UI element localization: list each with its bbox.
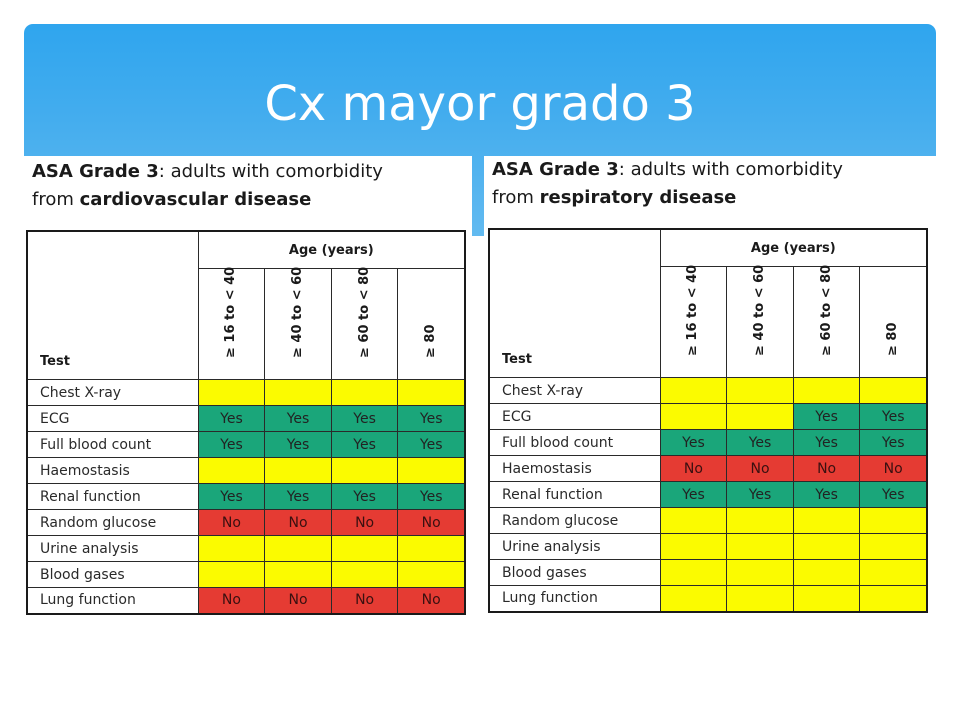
recommendation-cell bbox=[398, 458, 465, 484]
test-row bbox=[489, 508, 927, 534]
heading-from: from bbox=[32, 189, 80, 210]
respiratory-heading bbox=[492, 156, 843, 212]
test-name: Renal function bbox=[27, 484, 198, 510]
test-row bbox=[27, 536, 465, 562]
recommendation-cell bbox=[793, 534, 860, 560]
test-row bbox=[489, 430, 927, 456]
heading-text: : adults with comorbidity bbox=[158, 161, 383, 182]
recommendation-cell bbox=[793, 586, 860, 612]
test-name: Full blood count bbox=[27, 432, 198, 458]
recommendation-cell bbox=[793, 560, 860, 586]
recommendation-cell: No bbox=[265, 588, 332, 614]
test-row bbox=[489, 456, 927, 482]
test-name: Haemostasis bbox=[489, 456, 660, 482]
test-name: ECG bbox=[489, 404, 660, 430]
recommendation-cell bbox=[198, 536, 265, 562]
age-group-label: ≥ 16 to < 40 bbox=[223, 266, 239, 358]
recommendation-cell: Yes bbox=[198, 406, 265, 432]
recommendation-cell bbox=[198, 380, 265, 406]
recommendation-cell: No bbox=[860, 456, 927, 482]
recommendation-cell bbox=[860, 378, 927, 404]
recommendation-cell bbox=[660, 534, 727, 560]
cardiovascular-table bbox=[26, 230, 466, 615]
age-group-label: ≥ 40 to < 60 bbox=[752, 264, 768, 356]
recommendation-cell bbox=[727, 560, 794, 586]
recommendation-cell: Yes bbox=[265, 432, 332, 458]
recommendation-cell: Yes bbox=[331, 432, 398, 458]
recommendation-cell bbox=[860, 508, 927, 534]
test-row bbox=[489, 534, 927, 560]
age-group-label: ≥ 60 to < 80 bbox=[356, 266, 372, 358]
recommendation-cell: Yes bbox=[265, 484, 332, 510]
recommendation-cell: No bbox=[727, 456, 794, 482]
recommendation-cell bbox=[331, 458, 398, 484]
recommendation-cell: Yes bbox=[198, 484, 265, 510]
recommendation-cell bbox=[660, 586, 727, 612]
recommendation-cell bbox=[860, 560, 927, 586]
recommendation-cell: No bbox=[398, 588, 465, 614]
age-group-header bbox=[198, 266, 265, 380]
age-group-label: ≥ 80 bbox=[885, 322, 901, 356]
recommendation-cell bbox=[198, 458, 265, 484]
age-group-header bbox=[860, 267, 927, 378]
recommendation-cell: Yes bbox=[398, 432, 465, 458]
recommendation-cell: Yes bbox=[398, 484, 465, 510]
test-name: Renal function bbox=[489, 482, 660, 508]
recommendation-cell: No bbox=[331, 588, 398, 614]
recommendation-cell: Yes bbox=[198, 432, 265, 458]
age-group-header bbox=[398, 269, 465, 380]
recommendation-cell bbox=[265, 380, 332, 406]
recommendation-cell bbox=[860, 534, 927, 560]
test-name: ECG bbox=[27, 406, 198, 432]
recommendation-cell: Yes bbox=[793, 404, 860, 430]
heading-grade: ASA Grade 3 bbox=[32, 161, 159, 182]
recommendation-cell bbox=[331, 562, 398, 588]
test-row bbox=[27, 458, 465, 484]
test-row bbox=[27, 406, 465, 432]
test-name: Blood gases bbox=[489, 560, 660, 586]
age-group-header bbox=[793, 264, 860, 378]
test-name: Random glucose bbox=[489, 508, 660, 534]
test-row bbox=[489, 482, 927, 508]
test-row bbox=[27, 484, 465, 510]
recommendation-cell: No bbox=[198, 510, 265, 536]
test-row bbox=[27, 588, 465, 614]
age-column-header: Age (years) bbox=[660, 229, 927, 267]
recommendation-cell bbox=[265, 458, 332, 484]
respiratory-table bbox=[488, 228, 928, 613]
age-group-label: ≥ 40 to < 60 bbox=[290, 266, 306, 358]
recommendation-cell: Yes bbox=[265, 406, 332, 432]
age-group-header bbox=[265, 266, 332, 380]
recommendation-cell bbox=[793, 378, 860, 404]
test-name: Full blood count bbox=[489, 430, 660, 456]
recommendation-cell: Yes bbox=[793, 482, 860, 508]
heading-text: : adults with comorbidity bbox=[618, 159, 843, 180]
recommendation-cell: Yes bbox=[860, 482, 927, 508]
test-name: Random glucose bbox=[27, 510, 198, 536]
recommendation-cell: Yes bbox=[331, 484, 398, 510]
recommendation-cell bbox=[660, 508, 727, 534]
recommendation-cell bbox=[860, 586, 927, 612]
recommendation-cell bbox=[660, 404, 727, 430]
test-name: Urine analysis bbox=[489, 534, 660, 560]
age-column-header: Age (years) bbox=[198, 231, 465, 269]
cardiovascular-panel bbox=[24, 156, 472, 636]
recommendation-cell bbox=[727, 404, 794, 430]
recommendation-cell: Yes bbox=[660, 430, 727, 456]
recommendation-cell: Yes bbox=[793, 430, 860, 456]
age-group-header bbox=[727, 264, 794, 378]
heading-grade: ASA Grade 3 bbox=[492, 159, 619, 180]
age-group-header bbox=[331, 266, 398, 380]
recommendation-cell: No bbox=[660, 456, 727, 482]
test-row bbox=[489, 560, 927, 586]
age-group-label: ≥ 80 bbox=[423, 324, 439, 358]
test-column-header: Test bbox=[489, 229, 660, 378]
test-row bbox=[489, 404, 927, 430]
recommendation-cell: No bbox=[331, 510, 398, 536]
slide-title: Cx mayor grado 3 bbox=[264, 76, 696, 132]
recommendation-cell: No bbox=[398, 510, 465, 536]
recommendation-cell bbox=[727, 534, 794, 560]
test-row bbox=[27, 562, 465, 588]
recommendation-cell bbox=[198, 562, 265, 588]
recommendation-cell: Yes bbox=[860, 404, 927, 430]
recommendation-cell: Yes bbox=[398, 406, 465, 432]
test-name: Chest X-ray bbox=[489, 378, 660, 404]
recommendation-cell bbox=[660, 378, 727, 404]
recommendation-cell bbox=[398, 536, 465, 562]
recommendation-cell: Yes bbox=[727, 430, 794, 456]
age-group-label: ≥ 16 to < 40 bbox=[685, 264, 701, 356]
recommendation-cell: Yes bbox=[331, 406, 398, 432]
recommendation-cell bbox=[727, 586, 794, 612]
recommendation-cell bbox=[398, 380, 465, 406]
recommendation-cell bbox=[660, 560, 727, 586]
heading-disease: cardiovascular disease bbox=[79, 189, 312, 210]
recommendation-cell: No bbox=[265, 510, 332, 536]
recommendation-cell: Yes bbox=[860, 430, 927, 456]
recommendation-cell bbox=[265, 562, 332, 588]
test-row bbox=[27, 432, 465, 458]
heading-disease: respiratory disease bbox=[539, 187, 737, 208]
recommendation-cell bbox=[727, 378, 794, 404]
test-row bbox=[27, 510, 465, 536]
age-group-header bbox=[660, 264, 727, 378]
recommendation-cell: No bbox=[793, 456, 860, 482]
test-column-header: Test bbox=[27, 231, 198, 380]
heading-from: from bbox=[492, 187, 540, 208]
test-name: Lung function bbox=[27, 588, 198, 614]
recommendation-cell bbox=[793, 508, 860, 534]
test-row bbox=[489, 378, 927, 404]
test-name: Haemostasis bbox=[27, 458, 198, 484]
recommendation-cell bbox=[331, 536, 398, 562]
recommendation-cell bbox=[331, 380, 398, 406]
recommendation-cell: No bbox=[198, 588, 265, 614]
recommendation-cell: Yes bbox=[660, 482, 727, 508]
recommendation-cell bbox=[727, 508, 794, 534]
test-name: Lung function bbox=[489, 586, 660, 612]
recommendation-cell bbox=[265, 536, 332, 562]
respiratory-panel bbox=[484, 156, 936, 636]
test-name: Blood gases bbox=[27, 562, 198, 588]
cardiovascular-heading bbox=[32, 158, 383, 214]
test-name: Urine analysis bbox=[27, 536, 198, 562]
recommendation-cell bbox=[398, 562, 465, 588]
test-name: Chest X-ray bbox=[27, 380, 198, 406]
test-row bbox=[27, 380, 465, 406]
age-group-label: ≥ 60 to < 80 bbox=[818, 264, 834, 356]
test-row bbox=[489, 586, 927, 612]
recommendation-cell: Yes bbox=[727, 482, 794, 508]
